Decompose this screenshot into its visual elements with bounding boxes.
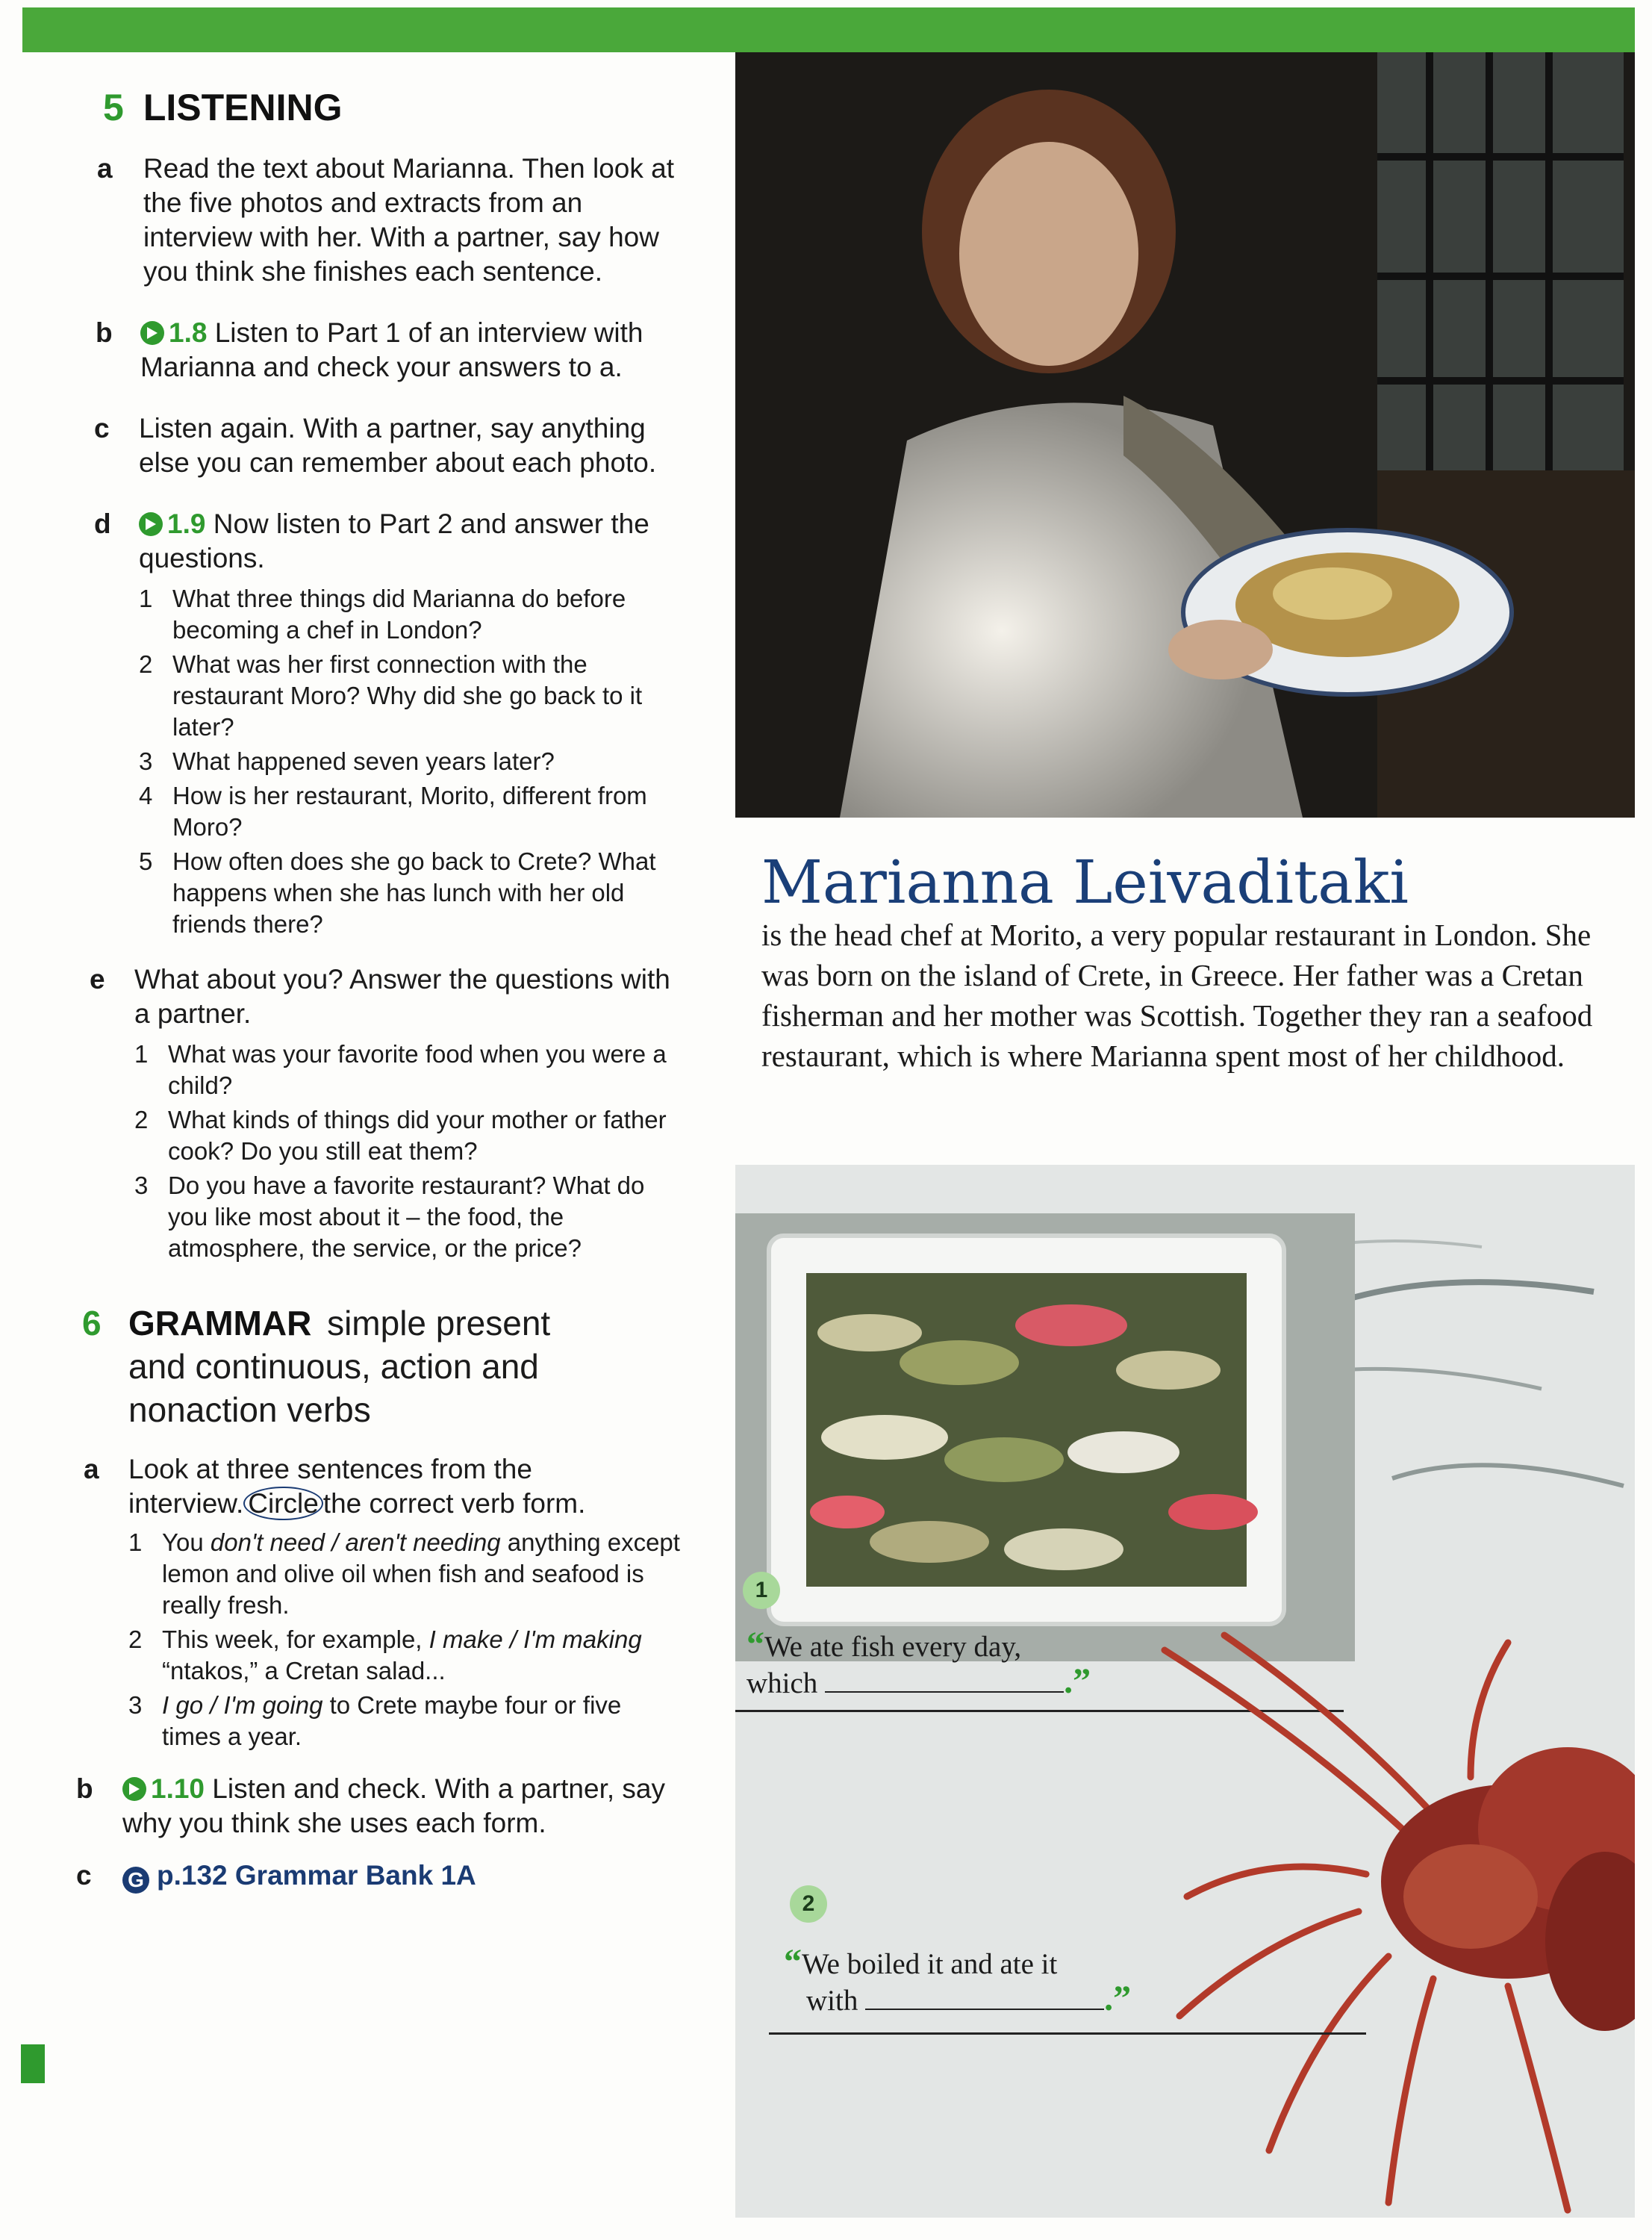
question [134,1170,687,1264]
question [139,846,687,940]
question-number: 3 [139,747,153,775]
sentence-text: to Crete maybe four or five times a year. [162,1691,622,1750]
audio-track[interactable] [122,1773,205,1804]
section-title: GRAMMAR [128,1304,312,1343]
fish-box-drawing [735,1213,1355,1661]
photo-badge-2: 2 [790,1885,827,1923]
open-quote: “ [784,1942,802,1982]
question [139,649,687,743]
sentence-text: This week, for example, [162,1625,429,1653]
quote-line1: We ate fish every day, [764,1631,1022,1663]
question-text: Do you have a favorite restaurant? What do you like most about it – the food, the atmosphere, the service, or the price? [168,1172,645,1262]
item-letter: e [90,964,105,995]
item-text: Listen to Part 1 of an interview with Marianna and check your answers to a. [140,317,643,382]
sentence-number: 3 [128,1691,143,1719]
item-letter: b [96,317,113,348]
sentence-text: You [162,1528,211,1556]
lobster-photo [1120,1628,1635,2218]
grammar-bank-icon[interactable]: G [122,1867,149,1894]
exercise-5b [67,316,687,385]
sentence [128,1527,687,1621]
close-quote: .” [1104,1979,1132,2018]
grammar-bank-link[interactable]: p.132 Grammar Bank 1A [157,1860,476,1891]
chef-photo [735,52,1635,818]
audio-play-icon[interactable] [139,512,163,536]
top-green-bar [22,7,1635,52]
item-letter: c [76,1860,92,1891]
sentence-number: 1 [128,1528,143,1556]
item-text: What about you? Answer the questions with a partner. [134,964,670,1029]
exercise-6a [67,1452,687,1752]
lobster-drawing [1120,1628,1635,2218]
section-subtitle-1: simple present [327,1304,551,1343]
section-subtitle-3: nonaction verbs [128,1390,371,1429]
section-6-heading [67,1301,687,1431]
quote-2-rule [769,2032,1366,2035]
fish-box-photo [735,1213,1355,1661]
question-number: 3 [134,1172,149,1199]
item-text-post: the correct verb form. [322,1488,586,1519]
item-text: Now listen to Part 2 and answer the questions. [139,508,649,573]
question [134,1039,687,1101]
question [139,780,687,843]
answer-blank[interactable] [825,1691,1064,1693]
exercise-5e [67,962,687,1264]
question [139,583,687,646]
item-text: Listen again. With a partner, say anything else you can remember about each photo. [139,413,657,478]
section-number: 5 [103,87,124,128]
question-text: What happened seven years later? [172,747,555,775]
question-text: What kinds of things did your mother or father cook? Do you still eat them? [168,1106,667,1165]
question-text: What was your favorite food when you were a child? [168,1040,667,1099]
question-list [139,583,687,940]
answer-blank[interactable] [865,2009,1104,2010]
audio-number: 1.9 [167,508,206,539]
green-page-tab [21,2044,45,2083]
exercise-5d [67,507,687,940]
section-title: LISTENING [143,87,343,128]
question-number: 5 [139,847,153,875]
sentence [128,1690,687,1752]
sentence [128,1624,687,1687]
close-quote: .” [1064,1661,1091,1701]
question-text: How often does she go back to Crete? What happens when she has lunch with her old friends there? [172,847,656,938]
section-number: 6 [82,1304,102,1343]
question-list [134,1039,687,1264]
question-number: 1 [134,1040,149,1068]
audio-number: 1.10 [151,1773,205,1804]
item-text: Read the text about Marianna. Then look at the five photos and extracts from an interview with her. With a partner, say how you think she finishes each sentence. [143,153,675,287]
item-letter: a [97,153,113,184]
question-text: How is her restaurant, Morito, different from Moro? [172,782,647,841]
bio-text: is the head chef at Morito, a very popular restaurant in London. She was born on the island of Crete, in Greece. Her father was a Cretan fisherman and her mother was Scottish. Together they ran a seafood restaurant, which is where Marianna spent most of her childhood. [761,918,1593,1073]
sentence-list [128,1527,687,1752]
audio-play-icon[interactable] [140,321,164,345]
verb-choice[interactable]: I make / I'm making [428,1625,642,1653]
item-text: Listen and check. With a partner, say why you think she uses each form. [122,1773,666,1838]
chef-photo-drawing [735,52,1635,818]
question [134,1104,687,1167]
photo-badge-1: 1 [743,1572,780,1609]
open-quote: “ [746,1625,764,1664]
quote-line2: which [746,1667,818,1699]
sentence-text: anything except lemon and olive oil when fish and seafood is really fresh. [162,1528,680,1619]
item-letter: a [84,1454,99,1484]
bio-name: Marianna Leivaditaki [761,847,1409,917]
audio-play-icon[interactable] [122,1777,146,1801]
quote-2 [784,1942,1306,2018]
verb-choice[interactable]: I go / I'm going [162,1691,323,1719]
quote-line1: We boiled it and ate it [802,1948,1058,1980]
item-letter: d [94,508,111,539]
section-5-heading [103,86,687,129]
verb-choice[interactable]: don't need / aren't needing [210,1528,501,1556]
audio-track[interactable] [139,508,205,539]
left-column [67,86,687,1920]
exercise-6c [67,1858,687,1894]
question-number: 2 [134,1106,149,1133]
question-text: What was her first connection with the restaurant Moro? Why did she go back to it later? [172,650,643,741]
exercise-5a [67,152,687,289]
question-text: What three things did Marianna do before becoming a chef in London? [172,585,626,644]
section-subtitle-2: and continuous, action and [128,1347,539,1386]
quote-line2: with [806,1985,858,2017]
item-letter: b [76,1773,93,1804]
question-number: 2 [139,650,153,678]
sentence-text: “ntakos,” a Cretan salad... [162,1657,446,1684]
sentence-number: 2 [128,1625,143,1653]
item-letter: c [94,413,110,444]
exercise-5c [67,411,687,480]
exercise-6b [67,1772,687,1841]
question-number: 1 [139,585,153,612]
audio-number: 1.8 [169,317,208,348]
question [139,746,687,777]
question-number: 4 [139,782,153,809]
audio-track[interactable] [140,317,207,348]
item-text-pre: Look at three sentences from the interview. [128,1454,532,1519]
circle-word: Circle [243,1487,323,1520]
